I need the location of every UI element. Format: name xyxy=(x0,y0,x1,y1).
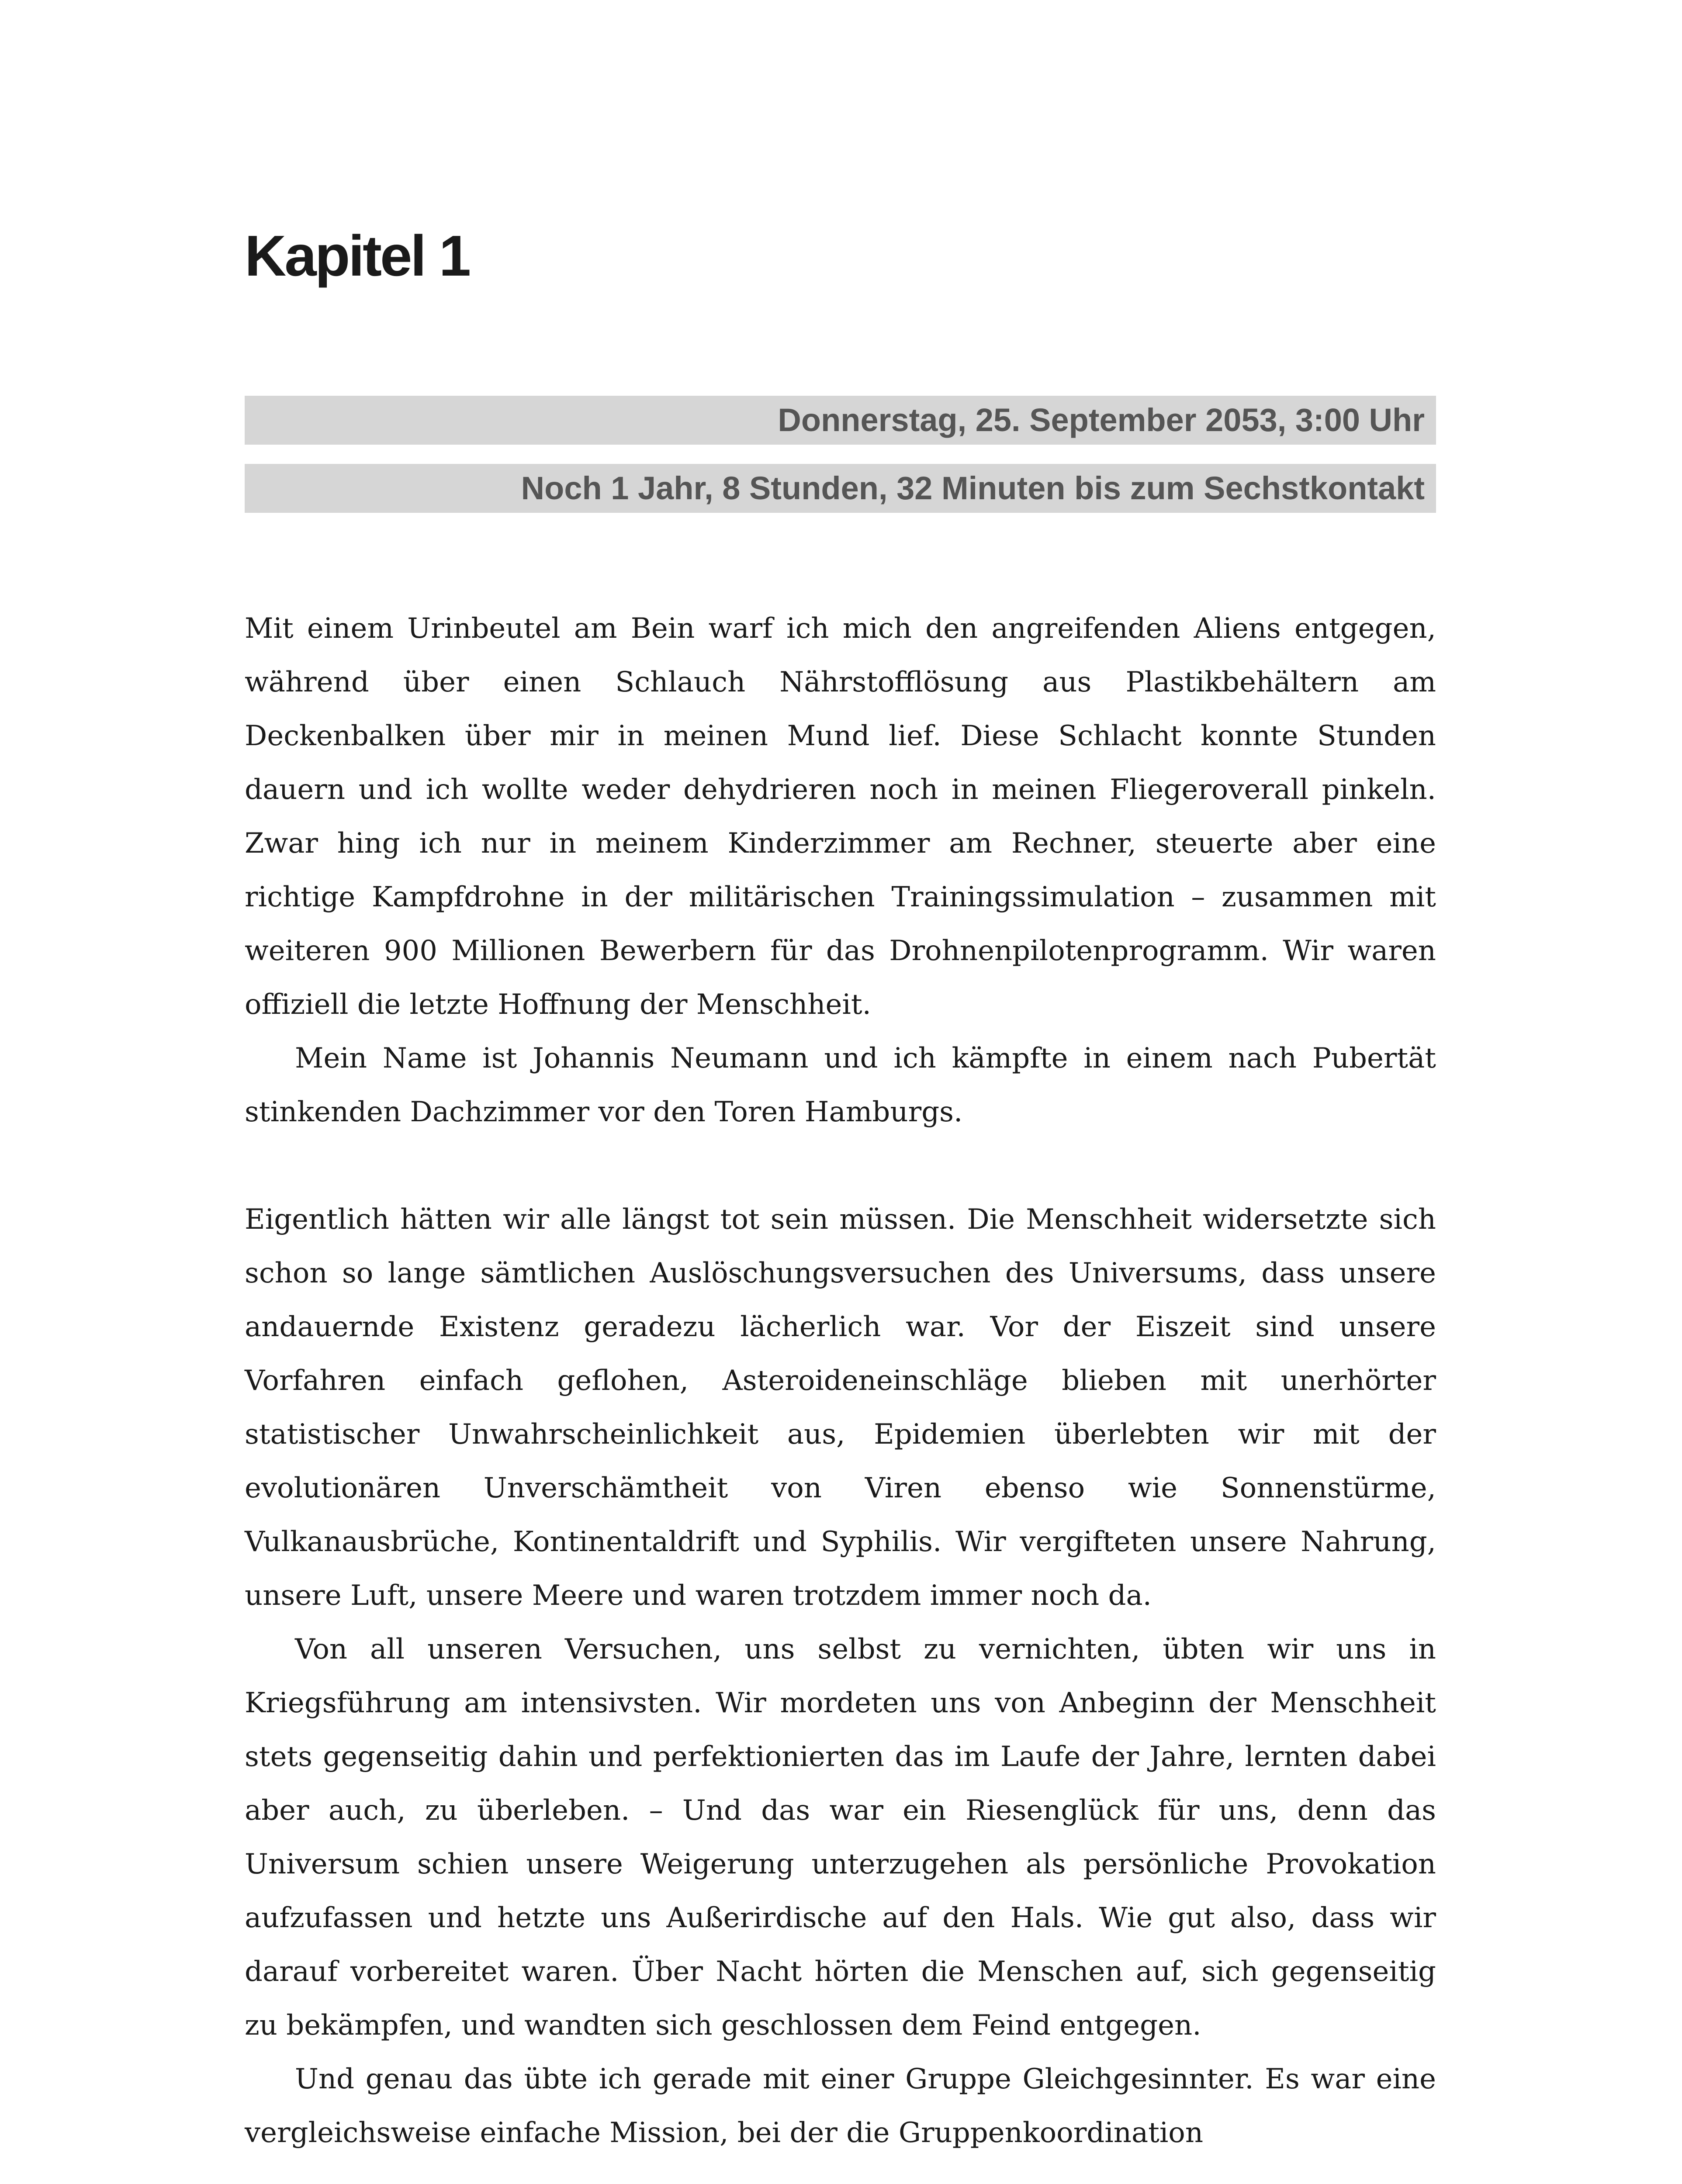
paragraph: Mein Name ist Johannis Neumann und ich kämpfte in einem nach Pubertät stinkenden Dachzimmer vor den Toren Hamburgs. xyxy=(245,1042,1436,1128)
paragraph: Eigentlich hätten wir alle längst tot sein müssen. Die Menschheit widersetzte sich schon so lange sämtlichen Auslöschungsversuchen des Universums, dass unsere andauernde Existenz geradezu lächerlich war. Vor der Eiszeit sind unsere Vorfahren einfach geflohen, Asteroideneinschläge blieben mit unerhörter statistischer Unwahrscheinlichkeit aus, Epidemien überlebten wir mit der evolutionären Unverschämtheit von Viren ebenso wie Sonnenstürme, Vulkanausbrüche, Kontinentaldrift und Syphilis. Wir vergifteten unsere Nahrung, unsere Luft, unsere Meere und waren trotzdem immer noch da. xyxy=(245,1203,1436,1612)
chapter-title: Kapitel 1 xyxy=(245,224,470,288)
paragraph: Von all unseren Versuchen, uns selbst zu vernichten, übten wir uns in Kriegsführung am intensivsten. Wir mordeten uns von Anbeginn der Menschheit stets gegenseitig dahin und perfektionierten das im Laufe der Jahre, lernten dabei aber auch, zu überleben. – Und das war ein Riesenglück für uns, denn das Universum schien unsere Weigerung unterzugehen als persönliche Provokation aufzufassen und hetzte uns Außerirdische auf den Hals. Wie gut also, dass wir darauf vorbereitet waren. Über Nacht hörten die Menschen auf, sich gegenseitig zu bekämpfen, und wandten sich geschlossen dem Feind entgegen. xyxy=(245,1633,1436,2042)
paragraph: Mit einem Urinbeutel am Bein warf ich mich den angreifenden Aliens entgegen, während über einen Schlauch Nährstofflösung aus Plastikbehältern am Deckenbalken über mir in meinen Mund lief. Diese Schlacht konnte Stunden dauern und ich wollte weder dehydrieren noch in meinen Fliegeroverall pinkeln. Zwar hing ich nur in meinem Kinderzimmer am Rechner, steuerte aber eine richtige Kampfdrohne in der militärischen Trainingssimulation – zusammen mit weiteren 900 Millionen Bewerbern für das Drohnenpilotenprogramm. Wir waren offiziell die letzte Hoffnung der Menschheit. xyxy=(245,612,1436,1021)
date-banner: Donnerstag, 25. September 2053, 3:00 Uhr xyxy=(245,396,1436,445)
countdown-banner: Noch 1 Jahr, 8 Stunden, 32 Minuten bis zum Sechstkontakt xyxy=(245,464,1436,513)
chapter-body xyxy=(245,602,1436,2160)
paragraph: Und genau das übte ich gerade mit einer Gruppe Gleichgesinnter. Es war eine vergleichsweise einfache Mission, bei der die Gruppenkoordination xyxy=(245,2063,1436,2149)
